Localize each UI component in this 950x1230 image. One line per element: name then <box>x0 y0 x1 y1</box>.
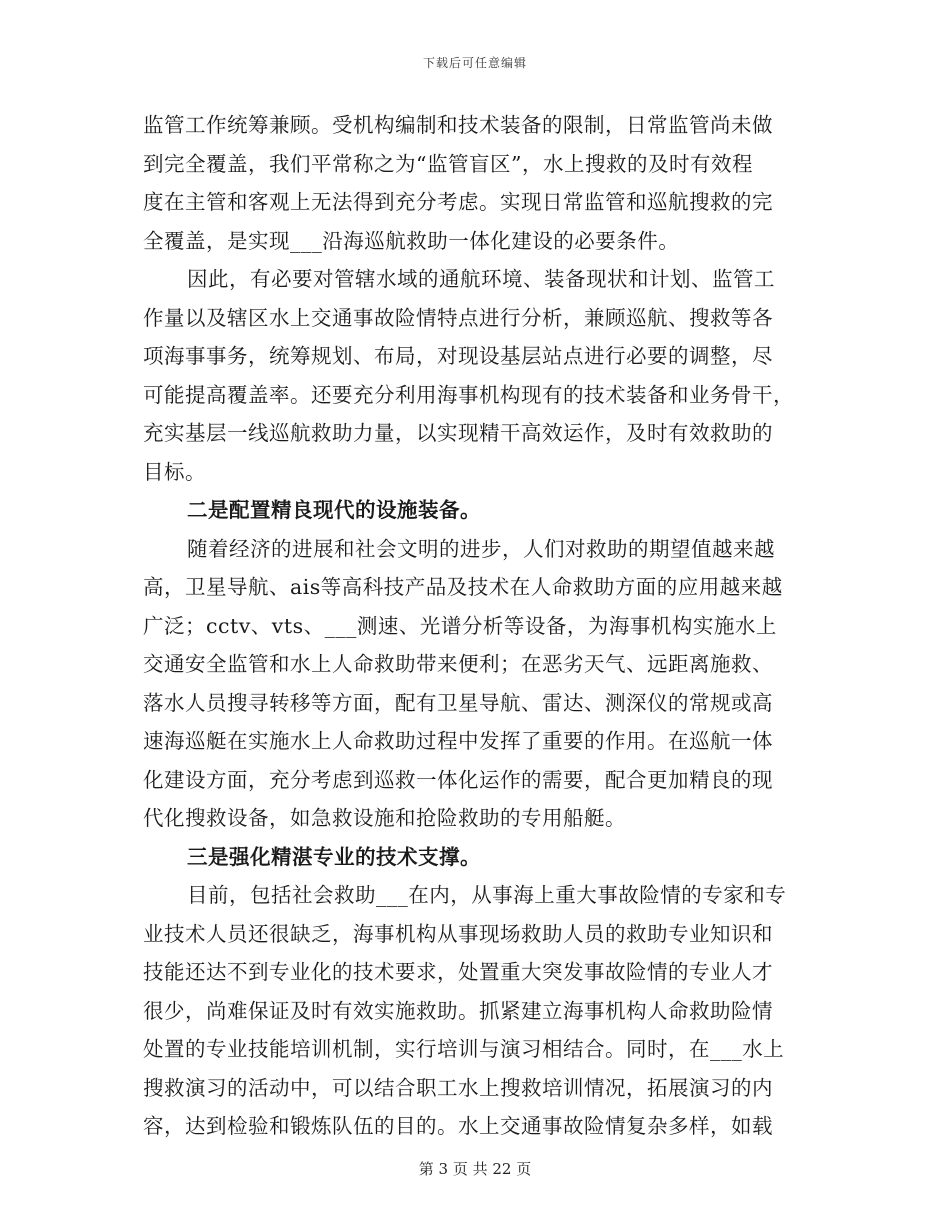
text-line: 速海巡艇在实施水上人命救助过程中发挥了重要的作用。在巡航一体 <box>143 729 773 753</box>
text-line: 化建设方面，充分考虑到巡救一体化运作的需要，配合更加精良的现 <box>143 767 773 792</box>
document-body <box>143 106 807 1146</box>
text-line: 技能还达不到专业化的技术要求，处置重大突发事故险情的专业人才 <box>143 960 773 984</box>
text-line: 搜救演习的活动中，可以结合职工水上搜救培训情况，拓展演习的内 <box>143 1075 773 1100</box>
text-line: 可能提高覆盖率。还要充分利用海事机构现有的技术装备和业务骨干， <box>143 382 794 407</box>
text-line: 作量以及辖区水上交通事故险情特点进行分析，兼顾巡航、搜救等各 <box>143 305 773 330</box>
text-line: 随着经济的进展和社会文明的进步，人们对救助的期望值越来越 <box>187 536 775 561</box>
text-line: 业技术人员还很缺乏，海事机构从事现场救助人员的救助专业知识和 <box>143 921 773 946</box>
text-line: 广泛；cctv、vts、___测速、光谱分析等设备，为海事机构实施水上 <box>143 613 777 638</box>
section-heading: 二是配置精良现代的设施装备。 <box>187 498 481 522</box>
text-line: 度在主管和客观上无法得到充分考虑。实现日常监管和巡航搜救的完 <box>143 190 773 214</box>
text-line: 处置的专业技能培训机制，实行培训与演习相结合。同时，在___水上 <box>143 1037 785 1061</box>
text-line: 项海事事务，统筹规划、布局，对现设基层站点进行必要的调整，尽 <box>143 344 773 368</box>
page-footer: 第 3 页 共 22 页 <box>418 1160 532 1178</box>
text-line: 到完全覆盖，我们平常称之为“监管盲区”，水上搜救的及时有效程 <box>143 151 753 176</box>
text-line: 目标。 <box>143 459 206 484</box>
text-line: 因此，有必要对管辖水域的通航环境、装备现状和计划、监管工 <box>187 267 775 291</box>
text-line: 目前，包括社会救助___在内，从事海上重大事故险情的专家和专 <box>187 883 787 907</box>
text-line: 落水人员搜寻转移等方面，配有卫星导航、雷达、测深仪的常规或高 <box>143 690 773 715</box>
section-heading: 三是强化精湛专业的技术支撑。 <box>187 844 481 869</box>
text-line: 全覆盖，是实现___沿海巡航救助一体化建设的必要条件。 <box>143 228 680 253</box>
text-line: 容，达到检验和锻炼队伍的目的。水上交通事故险情复杂多样，如载 <box>143 1114 773 1138</box>
text-line: 监管工作统筹兼顾。受机构编制和技术装备的限制，日常监管尚未做 <box>143 113 773 137</box>
text-line: 充实基层一线巡航救助力量，以实现精干高效运作，及时有效救助的 <box>143 421 773 445</box>
page-header: 下载后可任意编辑 <box>422 56 527 70</box>
text-line: 很少，尚难保证及时有效实施救助。抓紧建立海事机构人命救助险情 <box>143 998 773 1023</box>
text-line: 代化搜救设备，如急救设施和抢险救助的专用船艇。 <box>143 806 626 830</box>
text-line: 交通安全监管和水上人命救助带来便利；在恶劣天气、远距离施救、 <box>143 652 773 676</box>
text-line: 高，卫星导航、ais等高科技产品及技术在人命救助方面的应用越来越 <box>143 575 783 599</box>
